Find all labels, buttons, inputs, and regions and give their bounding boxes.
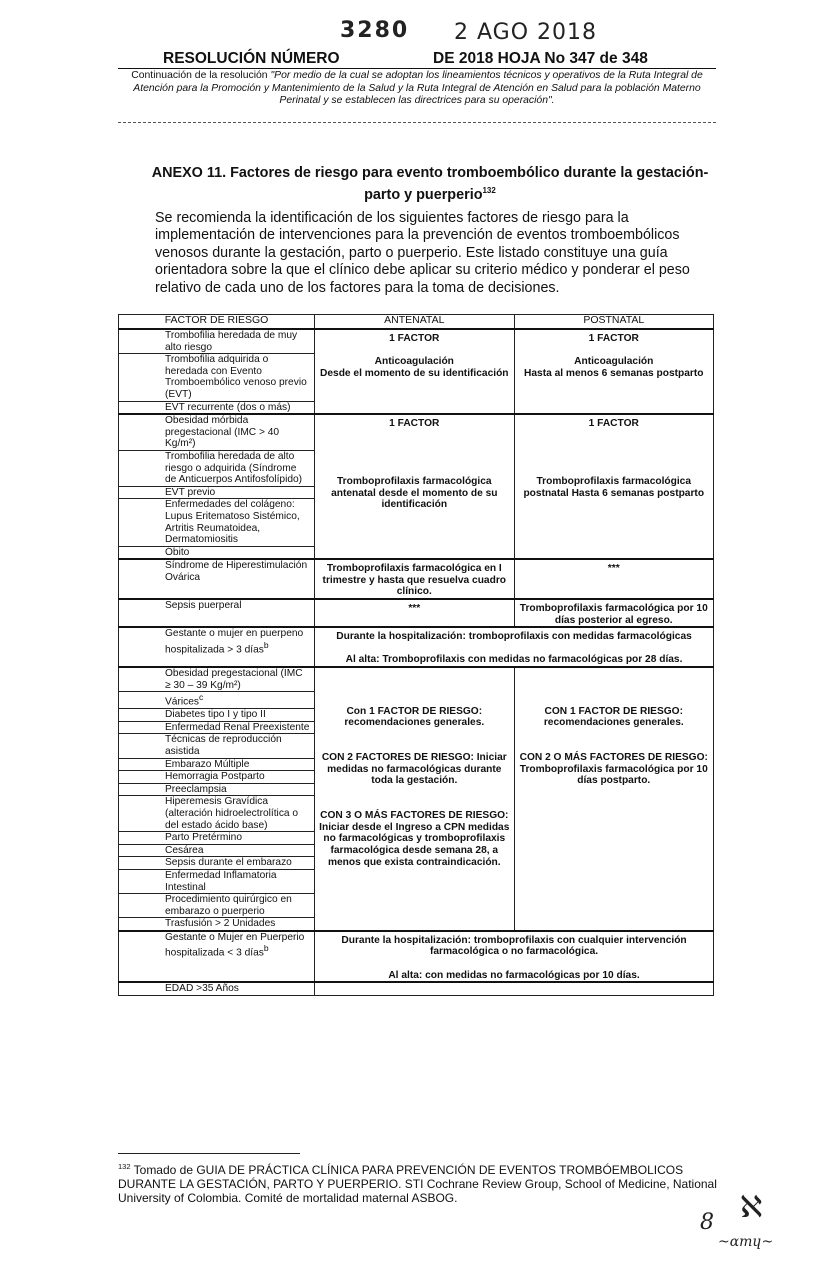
antenatal-cell: *** [315,599,514,627]
footnote-number: 132 [118,1162,131,1171]
factor-superscript: b [263,639,269,650]
risk-factor-cell: Trombofilia heredada de muy alto riesgo [119,329,315,354]
risk-factor-cell: Óbito [119,546,315,559]
table-row [119,931,714,982]
risk-factor-cell: Enfermedad Renal Preexistente [119,721,315,734]
risk-factor-cell: Preeclampsia [119,783,315,796]
handwritten-signature: 8 [700,1210,714,1235]
annex-intro: Se recomienda la identificación de los siguientes factores de riesgo para la implementación de intervenciones para la prevención de eventos tromboembólicos venosos durante la gestación, parto o puerperio. Este listado constituye una guía orientadora sobre la que el clínico debe aplicar su criterio médico y ponderar el peso relativo de cada uno de los factores para la toma de decisiones. [155,210,690,296]
risk-factor-cell: Trombofilia adquirida o heredada con Evento Tromboembólico venoso previo (EVT) [119,354,315,401]
risk-factor-cell: Enfermedad Inflamatoria Intestinal [119,869,315,893]
table-row [119,982,714,995]
postnatal-cell: 1 FACTOR Tromboprofilaxis farmacológica postnatal Hasta 6 semanas postparto [514,414,713,559]
handwritten-signature-mark: ~ɑmɥ~ [718,1234,774,1250]
header-factor: FACTOR DE RIESGO [119,315,315,330]
risk-factor-cell: Hiperemesis Gravídica (alteración hidroelectrolítica o del estado ácido base) [119,796,315,832]
antenatal-cell: Tromboprofilaxis farmacológica en I trimestre y hasta que resuelva cuadro clínico. [315,559,514,599]
risk-factor-cell: Diabetes tipo I y tipo II [119,709,315,722]
header-antenatal: ANTENATAL [315,315,514,330]
risk-factor-cell: EVT recurrente (dos o más) [119,401,315,414]
header-postnatal: POSTNATAL [514,315,713,330]
antenatal-cell: 1 FACTOR Tromboprofilaxis farmacológica antenatal desde el momento de su identificación [315,414,514,559]
risk-factor-cell: Trasfusión > 2 Unidades [119,918,315,931]
resolution-label: RESOLUCIÓN NÚMERO [163,50,340,67]
postnatal-cell: CON 1 FACTOR DE RIESGO: recomendaciones generales. CON 2 O MÁS FACTORES DE RIESGO: Tromboprofilaxis farmacológica por 10 días postparto. [514,667,713,931]
resolution-number-stamp: 3280 [340,18,410,43]
factor-superscript: c [198,692,204,703]
risk-factor-cell: Técnicas de reproducción asistida [119,734,315,758]
continuation-text: "Por medio de la cual se adoptan los lineamientos técnicos y operativos de la Ruta Integral de Atención para la Promoción y Mantenimiento de la Salud y la Ruta Integral de Atención en Salud para la población Materno Perinatal y se establecen las directrices para su operación". [133,70,703,106]
risk-factor-cell: Gestante o mujer en puerpeno hospitalizada > 3 días$^b$ [119,627,315,667]
table-row [119,667,714,692]
annex-title [150,164,710,204]
risk-factor-cell: Hemorragia Postparto [119,771,315,784]
risk-factor-cell: Obesidad mórbida pregestacional (IMC > 40 Kg/m²) [119,414,315,450]
table-row [119,329,714,354]
table-row [119,414,714,450]
table-header-row [119,315,714,330]
date-stamp: 2 AGO 2018 [454,20,597,45]
header-rule [118,68,716,69]
table-row [119,559,714,599]
risk-factor-cell: Procedimiento quirúrgico en embarazo o puerperio [119,894,315,918]
continuation-intro: Continuación de la resolución [131,70,268,81]
risk-factor-cell: Várices$^c$ [119,692,315,709]
risk-factor-cell: Sepsis puerperal [119,599,315,627]
merged-recommendation-cell: Durante la hospitalización: tromboprofilaxis con cualquier intervención farmacológica o no farmacológica. Al alta: con medidas no farmacológicas por 10 días. [315,931,714,982]
antenatal-cell: Con 1 FACTOR DE RIESGO: recomendaciones generales. CON 2 FACTORES DE RIESGO: Iniciar medidas no farmacológicas durante toda la gestación. CON 3 O MÁS FACTORES DE RIESGO: Iniciar desde el Ingreso a CPN medidas no farmacológicas y tromboprofilaxis farmacológica desde semana 28, a menos que exista contraindicación. [315,667,514,931]
risk-factor-cell: EDAD >35 Años [119,982,315,995]
footnote [118,1160,718,1205]
postnatal-cell: 1 FACTOR Anticoagulación Hasta al menos 6 semanas postparto [514,329,713,414]
merged-recommendation-cell [315,982,714,995]
footnote-rule [118,1153,300,1154]
risk-factor-table [118,314,714,996]
table-body [119,329,714,995]
risk-factor-cell: Embarazo Múltiple [119,758,315,771]
handwritten-initials: ℵ [740,1190,763,1225]
dashed-divider [118,122,716,123]
risk-factor-cell: EVT previo [119,486,315,499]
antenatal-cell: 1 FACTOR Anticoagulación Desde el momento de su identificación [315,329,514,414]
risk-factor-cell: Enfermedades del colágeno: Lupus Eritematoso Sistémico, Artritis Reumatoidea, Dermatomiositis [119,499,315,546]
footnote-text: Tomado de GUIA DE PRÁCTICA CLÍNICA PARA PREVENCIÓN DE EVENTOS TROMBÓEMBOLICOS DURANTE LA GESTACIÓN, PARTO Y PUERPERIO. STI Cochrane Review Group, School of Medicine, National University of Colombia. Comité de mortalidad maternal ASBOG. [118,1163,717,1205]
table-row [119,599,714,627]
postnatal-cell: Tromboprofilaxis farmacológica por 10 días posterior al egreso. [514,599,713,627]
risk-factor-cell: Cesárea [119,844,315,857]
risk-factor-cell: Síndrome de Hiperestimulación Ovárica [119,559,315,599]
postnatal-cell: *** [514,559,713,599]
risk-factor-cell: Obesidad pregestacional (IMC ≥ 30 – 39 Kg/m²) [119,667,315,692]
risk-factor-cell: Trombofilia heredada de alto riesgo o adquirida (Síndrome de Anticuerpos Antifosfolípido) [119,450,315,486]
annex-footnote-ref: 132 [482,186,496,195]
table-row [119,627,714,667]
factor-superscript: b [263,943,269,954]
sheet-info: DE 2018 HOJA No 347 de 348 [433,50,648,67]
risk-factor-cell: Sepsis durante el embarazo [119,857,315,870]
annex-title-text: ANEXO 11. Factores de riesgo para evento tromboembólico durante la gestación-parto y puerperio [151,165,709,203]
continuation-note [118,70,716,108]
risk-factor-cell: Gestante o Mujer en Puerperio hospitalizada < 3 días$^b$ [119,931,315,982]
merged-recommendation-cell: Durante la hospitalización: tromboprofilaxis con medidas farmacológicas Al alta: Tromboprofilaxis con medidas no farmacológicas por 28 días. [315,627,714,667]
risk-factor-cell: Parto Pretérmino [119,832,315,845]
